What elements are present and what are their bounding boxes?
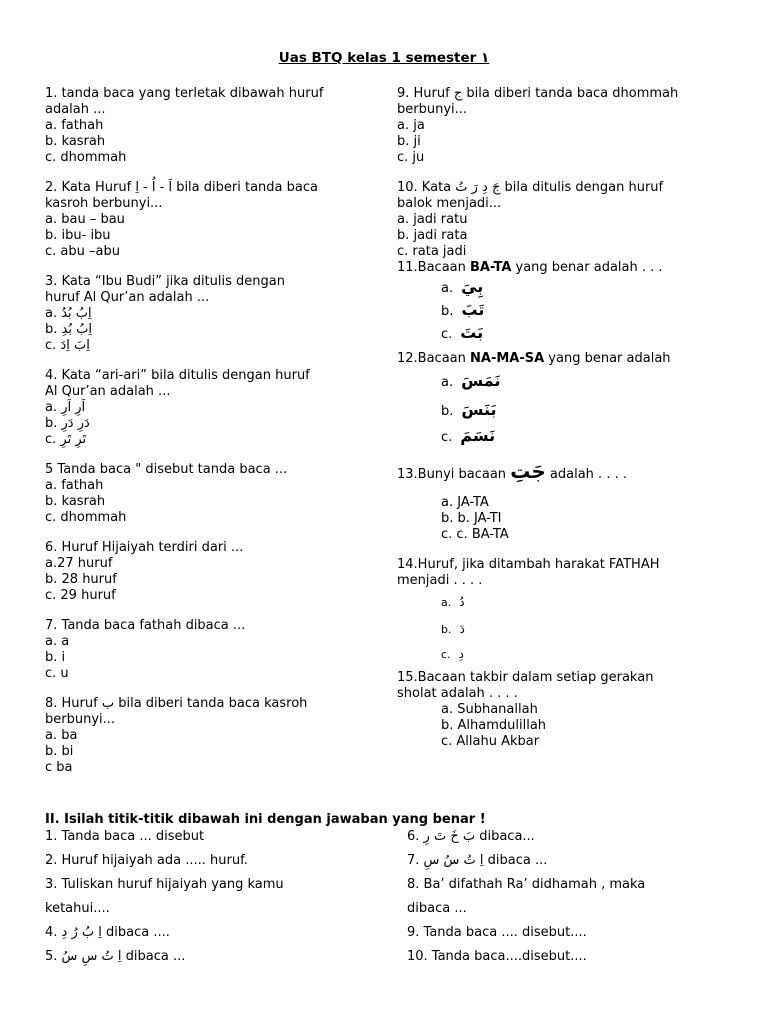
option: c. 29 huruf bbox=[45, 588, 116, 603]
right-column bbox=[397, 86, 737, 750]
option: c. بَتَ bbox=[441, 323, 484, 342]
question-text: 13.Bunyi bacaan جَتِ adalah . . . . bbox=[397, 459, 627, 483]
question-text: menjadi . . . . bbox=[397, 573, 483, 588]
option: c. ju bbox=[397, 150, 425, 165]
question-11 bbox=[397, 260, 737, 345]
option: a. اَرِ اَرِ bbox=[45, 400, 86, 415]
question-text: 5 Tanda baca " disebut tanda baca ... bbox=[45, 462, 288, 477]
option: a. بِيَ bbox=[441, 277, 484, 296]
fill-in-item: 3. Tuliskan huruf hijaiyah yang kamu bbox=[45, 877, 284, 892]
fill-in-grid bbox=[45, 829, 745, 965]
question-text: 9. Huruf ج bila diberi tanda baca dhommah bbox=[397, 86, 679, 101]
fill-in-item: 7. اِ تُ سُ سِ dibaca ... bbox=[407, 853, 548, 868]
option: c. dhommah bbox=[45, 510, 127, 525]
option: c. rata jadi bbox=[397, 244, 467, 259]
option: b. اِبُ بُدِ bbox=[45, 322, 92, 337]
question-7 bbox=[45, 618, 380, 682]
question-9 bbox=[397, 86, 737, 166]
option: c. تَرِ تَرِ bbox=[45, 432, 87, 447]
option: b. ji bbox=[397, 134, 421, 149]
fill-in-item: dibaca ... bbox=[407, 901, 467, 916]
question-text: 4. Kata “ari-ari” bila ditulis dengan huruf bbox=[45, 368, 310, 383]
option: c ba bbox=[45, 760, 73, 775]
option: b. بَنَسَ bbox=[441, 400, 497, 419]
question-2 bbox=[45, 180, 380, 260]
option: a.27 huruf bbox=[45, 556, 113, 571]
section-2 bbox=[45, 812, 745, 965]
option: a. Subhanallah bbox=[441, 702, 538, 717]
question-1 bbox=[45, 86, 380, 166]
fill-in-item: 5. اِ تُ سِ سُ dibaca ... bbox=[45, 949, 186, 964]
question-text: 2. Kata Huruf اَ - اُ - اِ bila diberi tanda baca bbox=[45, 180, 318, 195]
option: a. jadi ratu bbox=[397, 212, 468, 227]
option: b. دَرِ دَرِ bbox=[45, 416, 90, 431]
fill-in-item: 2. Huruf hijaiyah ada ..... huruf. bbox=[45, 853, 248, 868]
question-6 bbox=[45, 540, 380, 604]
question-text: Al Qur’an adalah ... bbox=[45, 384, 171, 399]
question-text: kasroh berbunyi... bbox=[45, 196, 163, 211]
option: b. kasrah bbox=[45, 494, 106, 509]
option: a. دُ bbox=[441, 595, 465, 609]
option: a. ba bbox=[45, 728, 78, 743]
option: c. Allahu Akbar bbox=[441, 734, 540, 749]
option: b. kasrah bbox=[45, 134, 106, 149]
option: c. دِ bbox=[441, 647, 464, 661]
fill-in-item: 9. Tanda baca .... disebut.... bbox=[407, 925, 587, 940]
page-title: Uas BTQ kelas 1 semester ١ bbox=[278, 50, 490, 66]
option: c. c. BA-TA bbox=[441, 527, 509, 542]
question-13 bbox=[397, 459, 737, 543]
option: a. نَمَسَ bbox=[441, 371, 501, 390]
option: b. i bbox=[45, 650, 66, 665]
question-8 bbox=[45, 696, 380, 776]
option: c. نَسَمَ bbox=[441, 426, 496, 445]
question-text: berbunyi... bbox=[45, 712, 116, 727]
question-text: 3. Kata “Ibu Budi” jika ditulis dengan bbox=[45, 274, 285, 289]
question-text: 12.Bacaan NA-MA-SA yang benar adalah bbox=[397, 351, 671, 366]
option: c. dhommah bbox=[45, 150, 127, 165]
question-text: adalah ... bbox=[45, 102, 106, 117]
question-4 bbox=[45, 368, 380, 448]
question-text: huruf Al Qur’an adalah ... bbox=[45, 290, 210, 305]
option: b. ibu- ibu bbox=[45, 228, 111, 243]
option: a. a bbox=[45, 634, 70, 649]
option: b. jadi rata bbox=[397, 228, 468, 243]
option: b. تَبَ bbox=[441, 300, 485, 319]
question-text: 6. Huruf Hijaiyah terdiri dari ... bbox=[45, 540, 244, 555]
fill-in-item: 10. Tanda baca....disebut.... bbox=[407, 949, 587, 964]
question-14 bbox=[397, 557, 737, 666]
question-text: 10. Kata جَ دِ رَ تُ bila ditulis dengan huruf bbox=[397, 180, 664, 195]
option: a. fathah bbox=[45, 118, 104, 133]
question-text: 14.Huruf, jika ditambah harakat FATHAH bbox=[397, 557, 660, 572]
option: b. 28 huruf bbox=[45, 572, 117, 587]
option: b. دَ bbox=[441, 622, 465, 636]
fill-in-item: 4. اِ بُ رُ دِ dibaca .... bbox=[45, 925, 170, 940]
question-text: 15.Bacaan takbir dalam setiap gerakan bbox=[397, 670, 654, 685]
question-10 bbox=[397, 180, 737, 260]
option: a. اِبُ بُدُ bbox=[45, 306, 92, 321]
option: b. Alhamdulillah bbox=[441, 718, 547, 733]
option: b. bi bbox=[45, 744, 74, 759]
option: c. اِبَ اِدَ bbox=[45, 338, 90, 353]
fill-in-item: 6. بَ خَ تَ رِ dibaca... bbox=[407, 829, 535, 844]
question-text: 7. Tanda baca fathah dibaca ... bbox=[45, 618, 246, 633]
option: c. abu –abu bbox=[45, 244, 120, 259]
question-text: sholat adalah . . . . bbox=[397, 686, 518, 701]
question-12 bbox=[397, 351, 737, 449]
option: a. ja bbox=[397, 118, 425, 133]
option: a. bau – bau bbox=[45, 212, 125, 227]
option: b. b. JA-TI bbox=[441, 511, 502, 526]
left-column bbox=[45, 86, 380, 790]
option: a. fathah bbox=[45, 478, 104, 493]
option: a. JA-TA bbox=[441, 495, 489, 510]
question-text: balok menjadi... bbox=[397, 196, 502, 211]
question-text: 11.Bacaan BA-TA yang benar adalah . . . bbox=[397, 260, 663, 275]
question-text: 8. Huruf ب bila diberi tanda baca kasroh bbox=[45, 696, 308, 711]
question-15 bbox=[397, 670, 737, 750]
question-5 bbox=[45, 462, 380, 526]
option: c. u bbox=[45, 666, 69, 681]
question-text: 1. tanda baca yang terletak dibawah huruf bbox=[45, 86, 324, 101]
question-3 bbox=[45, 274, 380, 354]
question-text: berbunyi... bbox=[397, 102, 468, 117]
fill-in-item: 1. Tanda baca ... disebut bbox=[45, 829, 205, 844]
fill-in-item: 8. Ba’ difathah Ra’ didhamah , maka bbox=[407, 877, 646, 892]
section-2-heading: II. Isilah titik-titik dibawah ini dengan jawaban yang benar ! bbox=[45, 812, 486, 827]
fill-in-item: ketahui.... bbox=[45, 901, 110, 916]
